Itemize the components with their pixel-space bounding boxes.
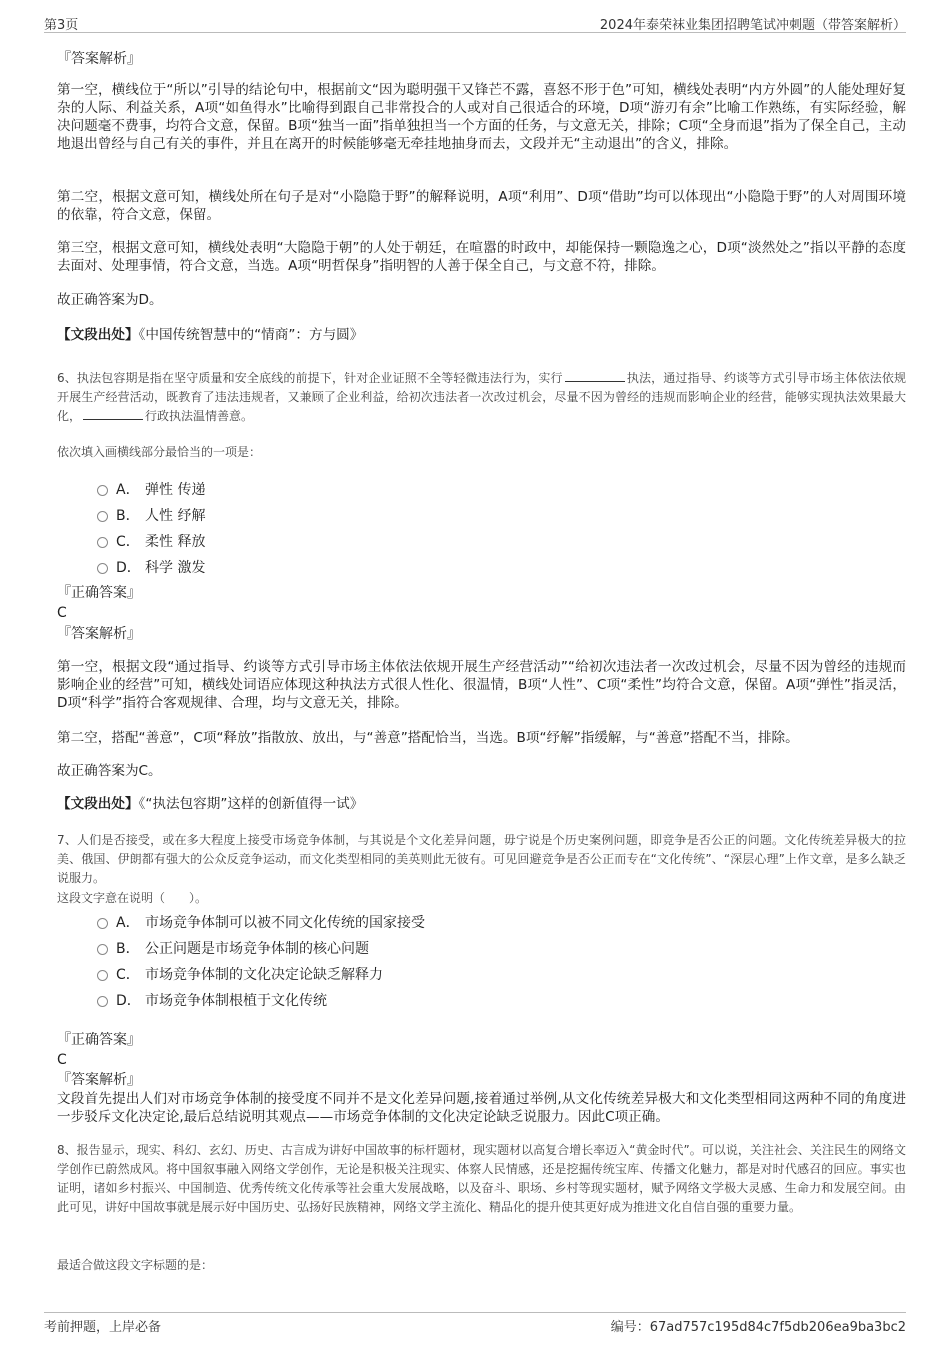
q6-stem [57, 369, 906, 426]
q5-analysis-p1: 第一空，横线位于“所以”引导的结论句中，根据前文“因为聪明强干又锋芒不露，喜怒不形于色”可知，横线处表明“内方外圆”的人能处理好复杂的人际、利益关系，A项“如鱼得水”比喻得到跟自己非常投合的人或对自己很适合的环境，D项“游刃有余”比喻工作熟练，有实际经验，解决问题毫不费事，均符合文意，保留。B项“独当一面”指单独担当一个方面的任务，与文意无关，排除；C项“全身而退”指为了保全自己，主动地退出曾经与自己有关的事件，并且在离开的时候能够毫无牵挂地抽身而去，文段并无“主动退出”的含义，排除。 [57, 82, 907, 152]
q5-source-label: 【文段出处】 [57, 327, 139, 343]
q5-source [57, 326, 906, 344]
q6-answer: C [57, 605, 67, 621]
page-footer [44, 1312, 906, 1335]
radio-icon[interactable] [97, 485, 108, 496]
q6-analysis-p2: 第二空，搭配“善意”，C项“释放”指散放、放出，与“善意”搭配恰当，当选。B项“纾解”指缓解，与“善意”搭配不当，排除。 [57, 730, 799, 746]
q7-analysis-label: 『答案解析』 [57, 1072, 141, 1088]
radio-icon[interactable] [97, 944, 108, 955]
q6-source-text: 《“执法包容期”这样的创新值得一试》 [138, 796, 364, 812]
q6-option-d[interactable]: D． 科学 激发 [97, 557, 205, 577]
q7-option-d[interactable]: D． 市场竞争体制根植于文化传统 [97, 990, 327, 1010]
q6-stem-part3: 行政执法温情善意。 [145, 409, 254, 423]
q5-analysis-p3: 第三空，根据文意可知，横线处表明“大隐隐于朝”的人处于朝廷，在喧嚣的时政中，却能保持一颗隐逸之心，D项“淡然处之”指以平静的态度去面对、处理事情，符合文意，当选。A项“明哲保身”指明智的人善于保全自己，与文意不符，排除。 [57, 240, 906, 274]
q7-option-a[interactable]: A． 市场竞争体制可以被不同文化传统的国家接受 [97, 912, 425, 932]
q6-answer-label: 『正确答案』 [57, 585, 141, 601]
q7-stem: 7、人们是否接受，或在多大程度上接受市场竞争体制，与其说是个文化差异问题，毋宁说是个历史案例问题，即竞争是否公正的问题。文化传统差异极大的拉美、俄国、伊朗都有强大的公众反竞争运动，而文化类型相同的美英则此无彼有。可见回避竞争是否公正而专在“文化传统”、“深层心理”上作文章，是多么缺乏说服力。 [57, 833, 906, 885]
q7-analysis: 文段首先提出人们对市场竞争体制的接受度不同并不是文化差异问题,接着通过举例,从文化传统差异极大和文化类型相同这两种不同的角度进一步驳斥文化决定论,最后总结说明其观点——市场竞争体制的文化决定论缺乏说服力。因此C项正确。 [57, 1091, 906, 1125]
document-id: 编号：67ad757c195d84c7f5db206ea9ba3bc2 [610, 1320, 906, 1335]
q6-blank-2 [83, 409, 143, 420]
radio-icon[interactable] [97, 918, 108, 929]
q6-option-a[interactable]: A． 弹性 传递 [97, 479, 205, 499]
q7-answer: C [57, 1052, 67, 1068]
page-number: 第3页 [44, 18, 79, 33]
q6-stem-part1: 6、执法包容期是指在坚守质量和安全底线的前提下，针对企业证照不全等轻微违法行为，实行 [57, 371, 563, 385]
q6-blank-1 [565, 371, 625, 382]
q7-prompt: 这段文字意在说明（ ）。 [57, 891, 208, 905]
q5-analysis-p2: 第二空，根据文意可知，横线处所在句子是对“小隐隐于野”的解释说明，A项“利用”、D项“借助”均可以体现出“小隐隐于野”的人对周围环境的依靠，符合文意，保留。 [57, 189, 906, 223]
q7-answer-label: 『正确答案』 [57, 1032, 141, 1048]
q8-stem: 8、报告显示，现实、科幻、玄幻、历史、古言成为讲好中国故事的标杆题材，现实题材以高复合增长率迈入“黄金时代”。可以说，关注社会、关注民生的网络文学创作已蔚然成风。将中国叙事融入网络文学创作，无论是积极关注现实、体察人民情感，还是挖掘传统宝库、传播文化魅力，都是对时代感召的回应。事实也证明，诸如乡村振兴、中国制造、优秀传统文化传承等社会重大发展战略，以及奋斗、职场、乡村等现实题材，赋予网络文学极大灵感、生命力和发展空间。由此可见，讲好中国故事就是展示好中国历史、弘扬好民族精神，网络文学主流化、精品化的提升使其更好成为推进文化自信自强的重要力量。 [57, 1143, 906, 1214]
q6-option-b[interactable]: B． 人性 纾解 [97, 505, 205, 525]
q6-source [57, 795, 906, 813]
radio-icon[interactable] [97, 511, 108, 522]
q7-option-b[interactable]: B． 公正问题是市场竞争体制的核心问题 [97, 938, 369, 958]
q5-source-text: 《中国传统智慧中的“情商”：方与圆》 [138, 327, 364, 343]
document-title: 2024年泰荣袜业集团招聘笔试冲刺题（带答案解析） [599, 18, 906, 33]
q8-prompt: 最适合做这段文字标题的是： [57, 1258, 214, 1272]
q5-analysis-label: 『答案解析』 [57, 51, 141, 67]
q6-stem-part2: 执法，通过指导、约谈等方式引导市场主体依法依规开展生产经营活动，既教育了违法违规者，又兼顾了企业利益，给初次违法者一次改过机会，尽量不因为曾经的违规而影响企业的经营，能够实现执法效果最大化， [57, 371, 906, 423]
q6-option-c[interactable]: C． 柔性 释放 [97, 531, 205, 551]
q6-analysis-p1: 第一空，根据文段“通过指导、约谈等方式引导市场主体依法依规开展生产经营活动”“给初次违法者一次改过机会，尽量不因为曾经的违规而影响企业的经营”可知，横线处词语应体现这种执法方式很人性化、很温情，B项“人性”、C项“柔性”均符合文意，保留。A项“弹性”指灵活，D项“科学”指符合客观规律、合理，均与文意无关，排除。 [57, 659, 906, 711]
footer-slogan: 考前押题，上岸必备 [44, 1320, 162, 1335]
q5-conclusion: 故正确答案为D。 [57, 292, 163, 308]
q7-option-c[interactable]: C． 市场竞争体制的文化决定论缺乏解释力 [97, 964, 383, 984]
q6-prompt: 依次填入画横线部分最恰当的一项是： [57, 445, 262, 459]
radio-icon[interactable] [97, 996, 108, 1007]
radio-icon[interactable] [97, 563, 108, 574]
radio-icon[interactable] [97, 537, 108, 548]
page-header [44, 12, 906, 33]
radio-icon[interactable] [97, 970, 108, 981]
q6-analysis-label: 『答案解析』 [57, 626, 141, 642]
q6-conclusion: 故正确答案为C。 [57, 763, 162, 779]
q6-source-label: 【文段出处】 [57, 796, 139, 812]
